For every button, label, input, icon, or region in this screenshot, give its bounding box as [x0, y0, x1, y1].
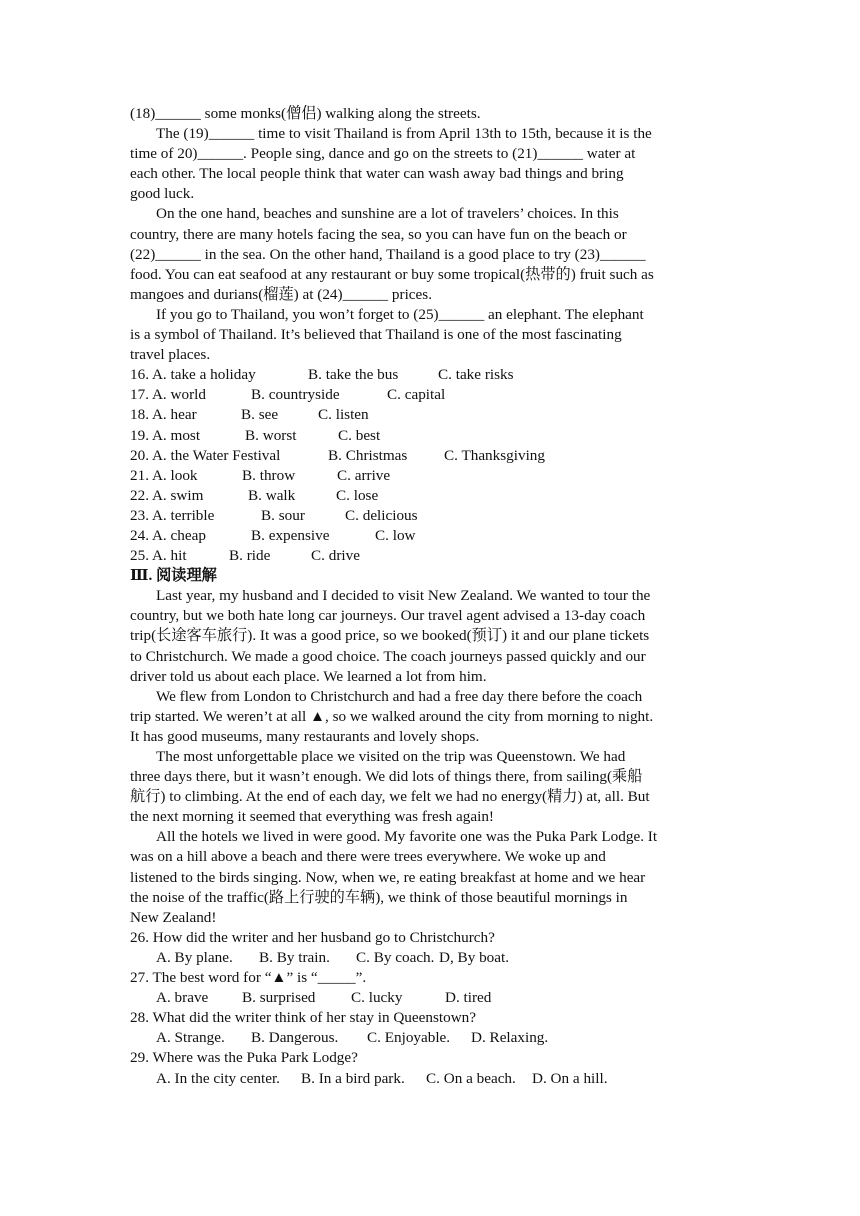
option-a: 22. A. swim: [130, 486, 204, 504]
option-c: C. On a beach.: [426, 1069, 516, 1087]
cloze-line: (18)______ some monks(僧侣) walking along the streets.: [130, 105, 481, 122]
option-b: B. see: [241, 406, 279, 424]
option-d: D. On a hill.: [532, 1069, 608, 1087]
reading-line: Last year, my husband and I decided to visit New Zealand. We wanted to tour the: [156, 587, 651, 605]
option-b: B. By train.: [259, 948, 330, 966]
option-b: B. worst: [245, 426, 297, 444]
option-a: A. By plane.: [156, 948, 233, 966]
option-row: [130, 385, 732, 405]
option-b: B. expensive: [251, 526, 330, 544]
reading-line: driver told us about each place. We learned a lot from him.: [130, 667, 487, 685]
option-c: C. lose: [336, 486, 379, 504]
reading-line: All the hotels we lived in were good. My favorite one was the Puka Park Lodge. It: [156, 828, 658, 846]
option-a: 24. A. cheap: [130, 526, 206, 544]
document-page: [130, 104, 732, 1089]
option-row: [130, 526, 732, 546]
cloze-line: time of 20)______. People sing, dance and go on the streets to (21)______ water at: [130, 145, 636, 163]
option-a: 25. A. hit: [130, 547, 187, 565]
option-row: [130, 466, 732, 486]
question-options: [130, 1028, 732, 1048]
option-b: B. throw: [242, 466, 296, 484]
option-a: A. Strange.: [156, 1029, 225, 1047]
cloze-passage: [130, 104, 732, 365]
option-a: 16. A. take a holiday: [130, 366, 256, 384]
option-row: [130, 365, 732, 385]
reading-line: trip(长途客车旅行). It was a good price, so we booked(预订) it and our plane tickets: [130, 627, 650, 645]
option-a: 21. A. look: [130, 466, 198, 484]
reading-passage: [130, 586, 732, 928]
option-b: B. Dangerous.: [251, 1029, 339, 1047]
reading-line: the noise of the traffic(路上行驶的车辆), we think of those beautiful mornings in: [130, 888, 628, 906]
reading-line: 航行) to climbing. At the end of each day, we felt we had no energy(精力) at, all. But: [130, 788, 650, 806]
option-a: 23. A. terrible: [130, 506, 215, 524]
question-options: [130, 988, 732, 1008]
cloze-line: each other. The local people think that water can wash away bad things and bring: [130, 165, 624, 183]
option-b: B. take the bus: [308, 366, 399, 384]
reading-line: country, but we both hate long car journeys. Our travel agent advised a 13-day coach: [130, 607, 646, 625]
option-c: C. arrive: [337, 466, 391, 484]
option-row: [130, 446, 732, 466]
option-a: 17. A. world: [130, 386, 206, 404]
questions: [130, 928, 732, 1089]
option-b: B. surprised: [242, 989, 316, 1007]
cloze-options: [130, 365, 732, 566]
option-c: C. lucky: [351, 989, 403, 1007]
option-row: [130, 486, 732, 506]
question-options: [130, 1069, 732, 1089]
option-c: C. By coach.: [356, 948, 435, 966]
option-c: C. Enjoyable.: [367, 1029, 451, 1047]
cloze-line: food. You can eat seafood at any restaurant or buy some tropical(热带的) fruit such as: [130, 265, 654, 283]
option-a: 20. A. the Water Festival: [130, 446, 281, 464]
option-c: C. listen: [318, 406, 369, 424]
section-heading: Ⅲ. 阅读理解: [130, 567, 217, 585]
reading-line: We flew from London to Christchurch and had a free day there before the coach: [156, 687, 643, 705]
option-c: C. best: [338, 426, 381, 444]
reading-line: trip started. We weren’t at all ▲, so we walked around the city from morning to night.: [130, 707, 654, 725]
option-row: [130, 426, 732, 446]
question-stem: 27. The best word for “▲” is “_____”.: [130, 969, 367, 987]
option-d: D. Relaxing.: [471, 1029, 549, 1047]
option-row: [130, 506, 732, 526]
reading-line: to Christchurch. We made a good choice. The coach journeys passed quickly and our: [130, 647, 646, 665]
cloze-line: (22)______ in the sea. On the other hand, Thailand is a good place to try (23)______: [130, 245, 646, 263]
option-c: C. Thanksgiving: [444, 446, 545, 464]
option-a: 19. A. most: [130, 426, 201, 444]
option-b: B. countryside: [251, 386, 340, 404]
option-c: C. capital: [387, 386, 446, 404]
option-c: C. low: [375, 526, 416, 544]
option-b: B. In a bird park.: [301, 1069, 405, 1087]
question-stem: 29. Where was the Puka Park Lodge?: [130, 1049, 358, 1067]
question-options: [130, 948, 732, 968]
option-row: [130, 546, 732, 566]
cloze-line: country, there are many hotels facing the sea, so you can have fun on the beach or: [130, 225, 627, 243]
option-b: B. ride: [229, 547, 271, 565]
option-b: B. walk: [248, 486, 296, 504]
option-a: A. In the city center.: [156, 1069, 280, 1087]
cloze-line: is a symbol of Thailand. It’s believed that Thailand is one of the most fascinating: [130, 326, 622, 344]
reading-line: New Zealand!: [130, 908, 217, 926]
reading-line: the next morning it seemed that everything was fresh again!: [130, 808, 494, 826]
reading-line: three days there, but it wasn’t enough. We did lots of things there, from sailing(乘船: [130, 768, 643, 786]
cloze-line: The (19)______ time to visit Thailand is from April 13th to 15th, because it is the: [156, 125, 652, 143]
option-c: C. drive: [311, 547, 360, 565]
cloze-line: If you go to Thailand, you won’t forget to (25)______ an elephant. The elephant: [156, 305, 644, 323]
option-d: D. tired: [445, 989, 492, 1007]
option-d: D, By boat.: [439, 948, 510, 966]
reading-line: listened to the birds singing. Now, when we, re eating breakfast at home and we hear: [130, 868, 646, 886]
option-b: B. Christmas: [328, 446, 408, 464]
reading-line: was on a hill above a beach and there were trees everywhere. We woke up and: [130, 848, 606, 866]
question-stem: 26. How did the writer and her husband go to Christchurch?: [130, 928, 495, 946]
cloze-line: mangoes and durians(榴莲) at (24)______ prices.: [130, 285, 432, 303]
option-b: B. sour: [261, 506, 305, 524]
reading-line: The most unforgettable place we visited on the trip was Queenstown. We had: [156, 748, 626, 765]
option-c: C. take risks: [438, 366, 514, 384]
reading-line: It has good museums, many restaurants and lovely shops.: [130, 727, 480, 745]
option-row: [130, 405, 732, 425]
cloze-line: travel places.: [130, 346, 211, 364]
option-a: 18. A. hear: [130, 406, 197, 424]
cloze-line: On the one hand, beaches and sunshine are a lot of travelers’ choices. In this: [156, 205, 619, 223]
option-c: C. delicious: [345, 506, 418, 524]
question-stem: 28. What did the writer think of her stay in Queenstown?: [130, 1009, 476, 1027]
cloze-line: good luck.: [130, 185, 195, 203]
option-a: A. brave: [156, 989, 209, 1007]
